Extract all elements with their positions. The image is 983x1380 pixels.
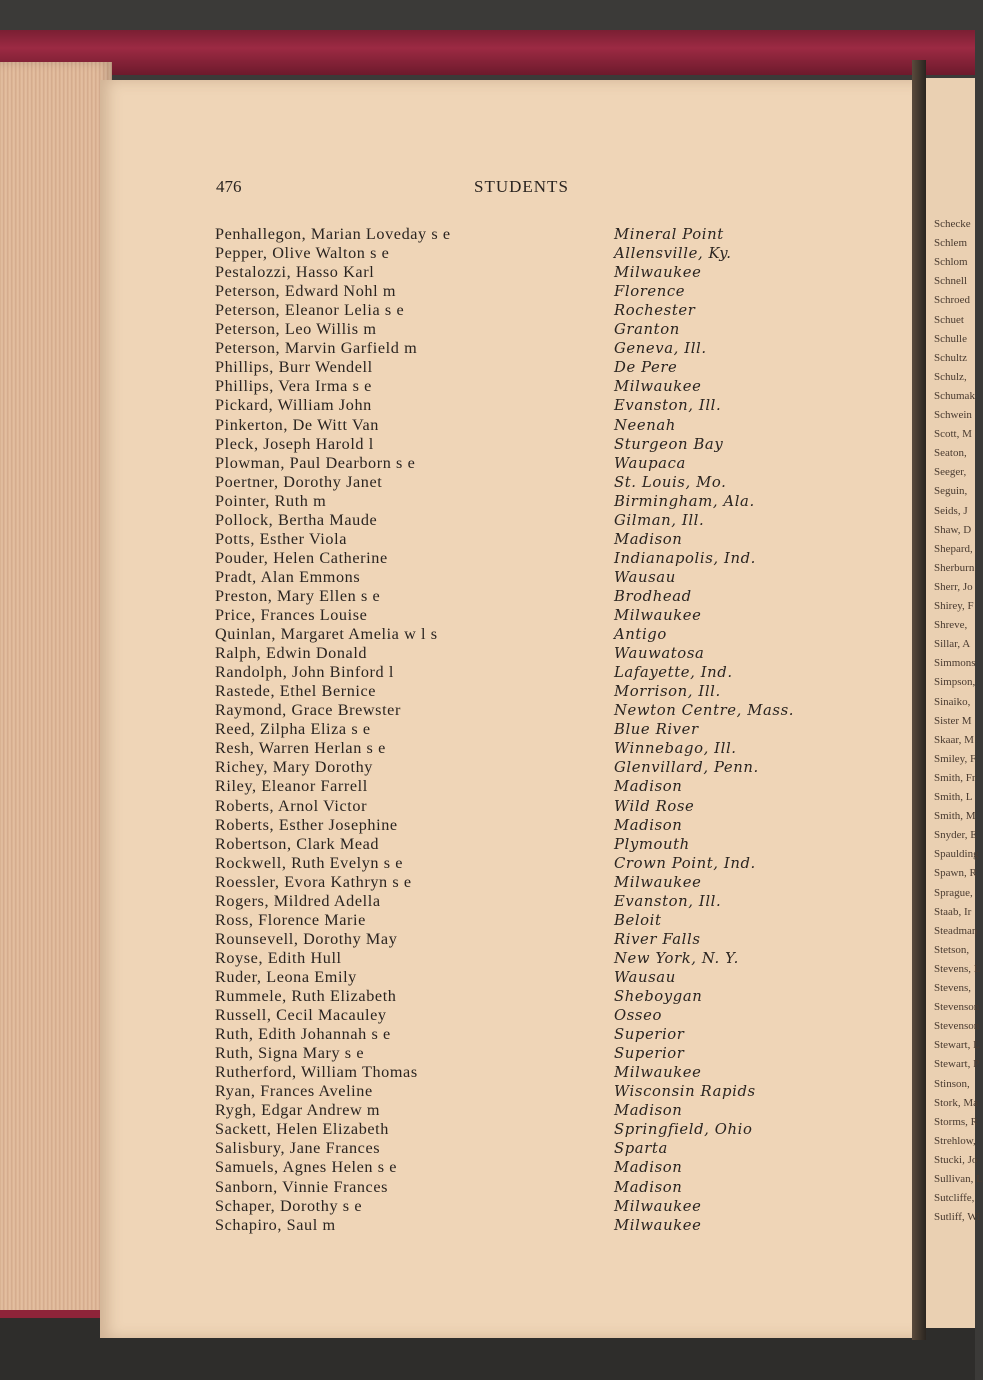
student-name: Rastede, Ethel Bernice [215,682,377,701]
student-name: Royse, Edith Hull [215,948,342,967]
adjacent-page-fragment: Sinaiko, [934,695,971,708]
adjacent-page-fragment: Schuet [934,313,964,326]
student-name: Rounsevell, Dorothy May [215,929,398,948]
student-hometown: St. Louis, Mo. [614,473,727,491]
student-name: Robertson, Clark Mead [215,834,380,853]
student-name: Ralph, Edwin Donald [215,644,368,663]
student-hometown: Glenvillard, Penn. [614,759,759,777]
adjacent-page-fragment: Stork, Ma [934,1096,978,1109]
adjacent-page-fragment: Staab, Ir [934,905,972,918]
student-hometown: Wild Rose [614,797,695,815]
adjacent-page-fragment: Schulle [934,332,967,345]
student-name: Schaper, Dorothy s e [215,1196,363,1215]
adjacent-page-fragment: Seaton, [934,447,967,460]
adjacent-page-fragment: Shaw, D [934,523,972,536]
student-hometown: Evanston, Ill. [614,397,722,415]
student-hometown: Neenah [614,416,676,434]
student-name: Randolph, John Binford l [215,663,394,682]
student-name: Rutherford, William Thomas [215,1063,418,1082]
adjacent-page-fragment: Stewart, P [934,1058,980,1071]
adjacent-page-fragment: Smith, L [934,791,973,803]
adjacent-page-fragment: Stevenson [934,1001,980,1014]
student-hometown: Milwaukee [614,264,702,282]
adjacent-page-fragment: Sutcliffe, [934,1192,975,1205]
adjacent-page-fragment: Spawn, R [934,867,977,880]
adjacent-page-fragment: Schultz [934,351,967,364]
student-hometown: Birmingham, Ala. [614,492,755,510]
student-hometown: Milwaukee [614,378,702,396]
student-hometown: Evanston, Ill. [614,892,722,910]
student-name: Roessler, Evora Kathryn s e [215,872,412,891]
student-hometown: Milwaukee [614,1216,702,1234]
adjacent-page-fragment: Smiley, F [934,752,977,765]
student-name: Phillips, Burr Wendell [215,358,373,377]
student-name: Pollock, Bertha Maude [215,510,378,529]
stacked-page-edges [0,62,112,1324]
student-name: Pinkerton, De Witt Van [215,415,379,434]
student-name: Rygh, Edgar Andrew m [215,1101,381,1120]
student-name: Peterson, Eleanor Lelia s e [215,301,405,320]
student-name: Peterson, Edward Nohl m [215,282,397,301]
student-hometown: Sturgeon Bay [614,435,724,453]
student-name: Pleck, Joseph Harold l [215,434,374,453]
student-hometown: Florence [614,283,686,301]
student-hometown: Sheboygan [614,988,703,1005]
adjacent-page [926,78,983,1328]
student-hometown: Antigo [614,626,667,644]
student-hometown: Gilman, Ill. [614,511,705,529]
student-hometown: Beloit [614,911,662,929]
adjacent-page-fragment: Shreve, [934,619,968,632]
student-name: Preston, Mary Ellen s e [215,586,381,605]
student-hometown: Wausau [614,968,676,986]
adjacent-page-fragment: Stinson, [934,1077,970,1090]
adjacent-page-fragment: Schnell [934,275,967,288]
adjacent-page-fragment: Stucki, Jo [934,1153,978,1166]
page-title: STUDENTS [474,177,569,196]
student-name: Price, Frances Louise [215,606,368,624]
student-name: Ryan, Frances Aveline [215,1082,373,1101]
adjacent-page-fragment: Skaar, M [934,733,974,746]
student-hometown: De Pere [614,359,678,377]
student-name: Richey, Mary Dorothy [215,758,373,777]
adjacent-page-fragment: Sillar, A [934,638,971,651]
student-name: Roberts, Arnol Victor [215,796,368,815]
student-name: Reed, Zilpha Eliza s e [215,720,371,739]
student-hometown: Milwaukee [614,1064,702,1082]
adjacent-page-fragment: Schumak [934,389,975,402]
student-name: Russell, Cecil Macauley [215,1006,387,1025]
adjacent-page-fragment: Scott, M [934,428,972,441]
student-name: Peterson, Leo Willis m [215,320,377,339]
student-hometown: Wausau [614,568,676,586]
student-name: Roberts, Esther Josephine [215,815,398,834]
student-hometown: Madison [614,530,683,548]
student-hometown: Newton Centre, Mass. [614,702,795,720]
adjacent-page-fragment: Strehlow, [934,1134,976,1147]
adjacent-page-fragment: Schwein [934,409,972,421]
student-hometown: Osseo [614,1007,662,1025]
student-hometown: Sparta [614,1140,668,1158]
student-hometown: Springfield, Ohio [614,1121,753,1139]
adjacent-page-fragment: Seids, J [934,504,968,517]
adjacent-page-fragment: Storms, R [934,1115,979,1128]
student-hometown: Milwaukee [614,607,702,624]
student-name: Sanborn, Vinnie Frances [215,1177,389,1196]
student-name: Pointer, Ruth m [215,491,327,510]
student-hometown: Crown Point, Ind. [614,854,756,872]
student-name: Pradt, Alan Emmons [215,567,361,586]
student-name: Riley, Eleanor Farrell [215,777,368,796]
adjacent-page-fragment: Simmons [934,657,976,670]
adjacent-page-fragment: Sherburn [934,561,975,574]
student-name: Pickard, William John [215,396,372,415]
student-hometown: Superior [614,1026,685,1044]
student-name: Ruder, Leona Emily [215,967,357,986]
student-name: Ruth, Signa Mary s e [215,1044,365,1063]
adjacent-page-fragment: Simpson, [934,676,976,689]
student-name: Raymond, Grace Brewster [215,701,401,720]
adjacent-page-fragment: Sullivan, L [934,1173,983,1185]
student-hometown: Rochester [614,302,696,320]
student-hometown: Allensville, Ky. [614,245,732,263]
student-name: Plowman, Paul Dearborn s e [215,453,416,472]
adjacent-page-fragment: Seeger, [934,466,967,479]
adjacent-page-fragment: Steadman [934,924,978,937]
student-hometown: Brodhead [614,587,692,605]
adjacent-page-fragment: Stetson, [934,943,970,956]
student-name: Penhallegon, Marian Loveday s e [215,225,451,243]
student-hometown: Morrison, Ill. [614,683,721,701]
student-hometown: Indianapolis, Ind. [614,549,756,567]
student-name: Pepper, Olive Walton s e [215,244,390,263]
adjacent-page-fragment: Sister M [934,714,972,727]
student-hometown: Lafayette, Ind. [614,664,733,682]
student-hometown: Milwaukee [614,1197,702,1215]
adjacent-page-fragment: Schlom [934,256,968,269]
adjacent-page-fragment: Smith, Fr [934,771,976,784]
adjacent-page-fragment: Schecke [934,218,971,230]
adjacent-page-fragment: Shepard, [934,542,973,555]
student-hometown: Winnebago, Ill. [614,740,737,758]
adjacent-page-fragment: Sherr, Jo [934,580,973,593]
student-hometown: Blue River [614,721,699,739]
student-hometown: Madison [614,1159,683,1177]
student-name: Samuels, Agnes Helen s e [215,1158,398,1177]
student-name: Ruth, Edith Johannah s e [215,1025,391,1044]
student-hometown: Superior [614,1045,685,1063]
student-hometown: Madison [614,778,683,796]
adjacent-page-fragment: Schlem [934,237,967,250]
student-name: Quinlan, Margaret Amelia w l s [215,625,438,644]
student-hometown: Madison [614,1102,683,1120]
student-name: Phillips, Vera Irma s e [215,377,372,396]
student-name: Rockwell, Ruth Evelyn s e [215,853,404,872]
student-name: Rogers, Mildred Adella [215,891,381,910]
student-hometown: Mineral Point [614,226,724,243]
page-gutter [912,60,926,1340]
page-number: 476 [216,177,242,196]
student-hometown: Geneva, Ill. [614,340,707,358]
student-name: Sackett, Helen Elizabeth [215,1120,389,1139]
book-binding-cloth [0,30,975,75]
student-hometown: Wauwatosa [614,645,705,663]
student-name: Ross, Florence Marie [215,910,366,929]
student-hometown: Waupaca [614,454,686,472]
student-name: Potts, Esther Viola [215,529,347,548]
student-name: Resh, Warren Herlan s e [215,739,386,758]
adjacent-page-fragment: Stevens, L [934,962,981,975]
adjacent-page-fragment: Sutliff, Wi [934,1211,981,1224]
adjacent-page-fragment: Shirey, F [934,600,974,612]
adjacent-page-fragment: Schulz, [934,370,967,383]
adjacent-page-fragment: Spaulding [934,848,979,861]
student-name: Rummele, Ruth Elizabeth [215,987,397,1005]
adjacent-page-fragment: Snyder, E [934,829,977,842]
student-hometown: Madison [614,1178,683,1196]
student-hometown: River Falls [614,930,701,948]
adjacent-page-fragment: Sprague, [934,886,973,899]
student-hometown: New York, N. Y. [614,949,739,967]
adjacent-page-fragment: Schroed [934,294,971,307]
student-name: Peterson, Marvin Garfield m [215,339,418,358]
student-hometown: Granton [614,321,680,339]
adjacent-page-fragment: Stewart, L [934,1039,980,1052]
student-hometown: Milwaukee [614,873,702,891]
student-name: Schapiro, Saul m [215,1215,336,1234]
student-name: Salisbury, Jane Frances [215,1139,381,1158]
student-hometown: Plymouth [614,835,690,853]
student-name: Pouder, Helen Catherine [215,548,388,567]
student-name: Pestalozzi, Hasso Karl [215,263,375,282]
student-hometown: Wisconsin Rapids [614,1083,756,1101]
adjacent-page-fragment: Stevens, [934,982,971,994]
adjacent-page-fragment: Smith, M [934,810,976,823]
student-hometown: Madison [614,816,683,834]
student-name: Poertner, Dorothy Janet [215,472,383,491]
adjacent-page-fragment: Seguin, [934,485,968,498]
adjacent-page-fragment: Stevenson [934,1020,980,1033]
